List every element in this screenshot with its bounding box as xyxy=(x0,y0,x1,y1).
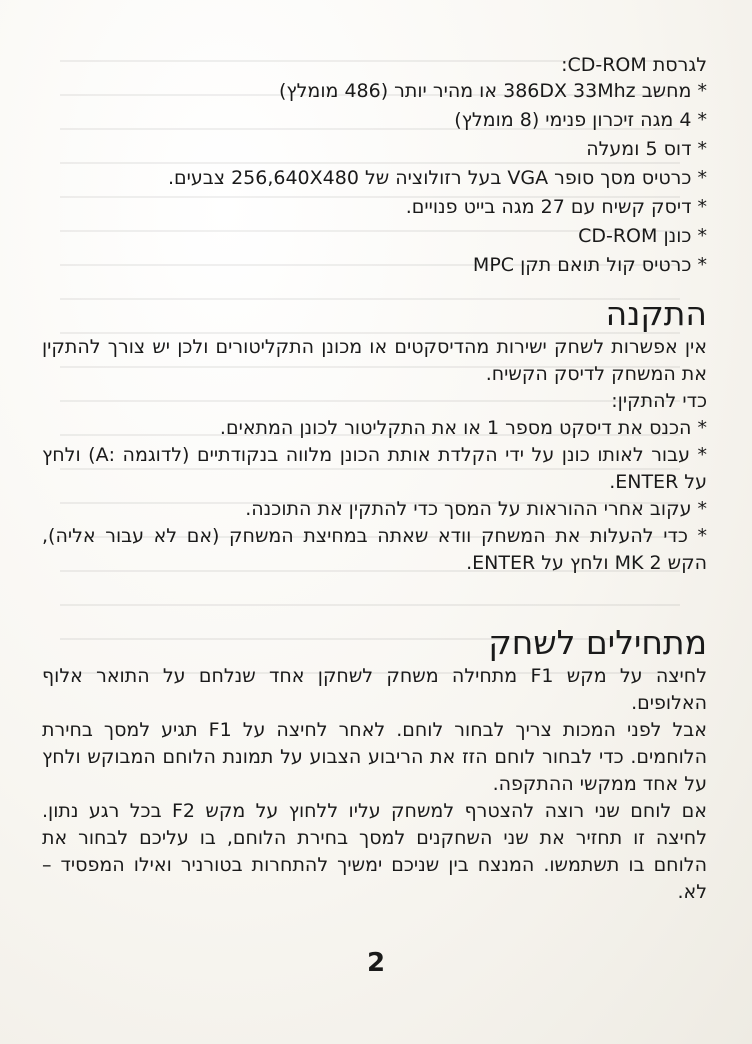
installation-step: * עקוב אחרי ההוראות על המסך כדי להתקין את התוכנה. xyxy=(245,498,707,520)
start-game-paragraph: לחיצה על מקש F1 מתחילה משחק לשחקן אחד שנלחם על התואר אלוף האלופים. xyxy=(42,665,707,714)
start-game-section xyxy=(42,625,707,906)
requirement-sound: * כרטיס קול תואם תקן MPC xyxy=(472,254,707,276)
start-game-paragraph: אם לוחם שני רוצה להצטרף למשחק עליו ללחוץ על מקש F2 בכל רגע נתון. לחיצה זו תחזיר את שני השחקנים למסך בחירת הלוחם, בו עליכם לבחור את הלוחם בו תשתמשו. המנצח בין שניכם ימשיך להתחרות בטורניר ואילו המפסיד – לא. xyxy=(42,800,707,903)
requirements-list xyxy=(42,80,707,276)
installation-intro: אין אפשרות לשחק ישירות מהדיסקטים או מכונן התקליטורים ולכן יש צורך להתקין את המשחק לדיסק הקשיח. xyxy=(42,336,707,385)
installation-step: * כדי להעלות את המשחק וודא שאתה במחיצת המשחק (אם לא עבור אליה), הקש MK 2 ולחץ על ENTER. xyxy=(42,525,707,574)
start-game-paragraph: אבל לפני המכות צריך לבחור לוחם. לאחר לחיצה על F1 תגיע למסך בחירת הלוחמים. כדי לבחור לוחם הזז את הריבוע הצבוע על תמונת הלוחם המבוקש ולחץ על אחד ממקשי ההתקפה. xyxy=(42,719,707,795)
requirement-vga: * כרטיס מסך סופר VGA בעל רזולוציה של 256,640X480 צבעים. xyxy=(167,167,707,189)
requirements-title: לגרסת CD-ROM: xyxy=(561,54,707,76)
installation-how-to: כדי להתקין: xyxy=(611,390,707,412)
requirement-disk: * דיסק קשיח עם 27 מגה בייט פנויים. xyxy=(405,196,707,218)
installation-step: * הכנס את דיסקט מספר 1 או את התקליטור לכונן המתאים. xyxy=(219,417,707,439)
page-number: 2 xyxy=(366,948,386,978)
requirement-cpu: * מחשב 386DX 33Mhz או מהיר יותר (486 מומלץ) xyxy=(278,80,707,102)
requirement-cdrom: * כונן CD-ROM xyxy=(578,225,707,247)
requirement-memory: * 4 מגה זיכרון פנימי (8 מומלץ) xyxy=(454,109,707,131)
installation-section xyxy=(42,296,707,577)
installation-heading: התקנה xyxy=(605,294,707,333)
requirements-section xyxy=(42,52,707,276)
start-game-heading: מתחילים לשחק xyxy=(488,623,707,662)
requirement-dos: * דוס 5 ומעלה xyxy=(586,138,707,160)
installation-step: * עבור לאותו כונן על ידי הקלדת אותת הכונן מלווה בנקודתיים (לדוגמה :A) ולחץ על ENTER. xyxy=(42,444,708,493)
